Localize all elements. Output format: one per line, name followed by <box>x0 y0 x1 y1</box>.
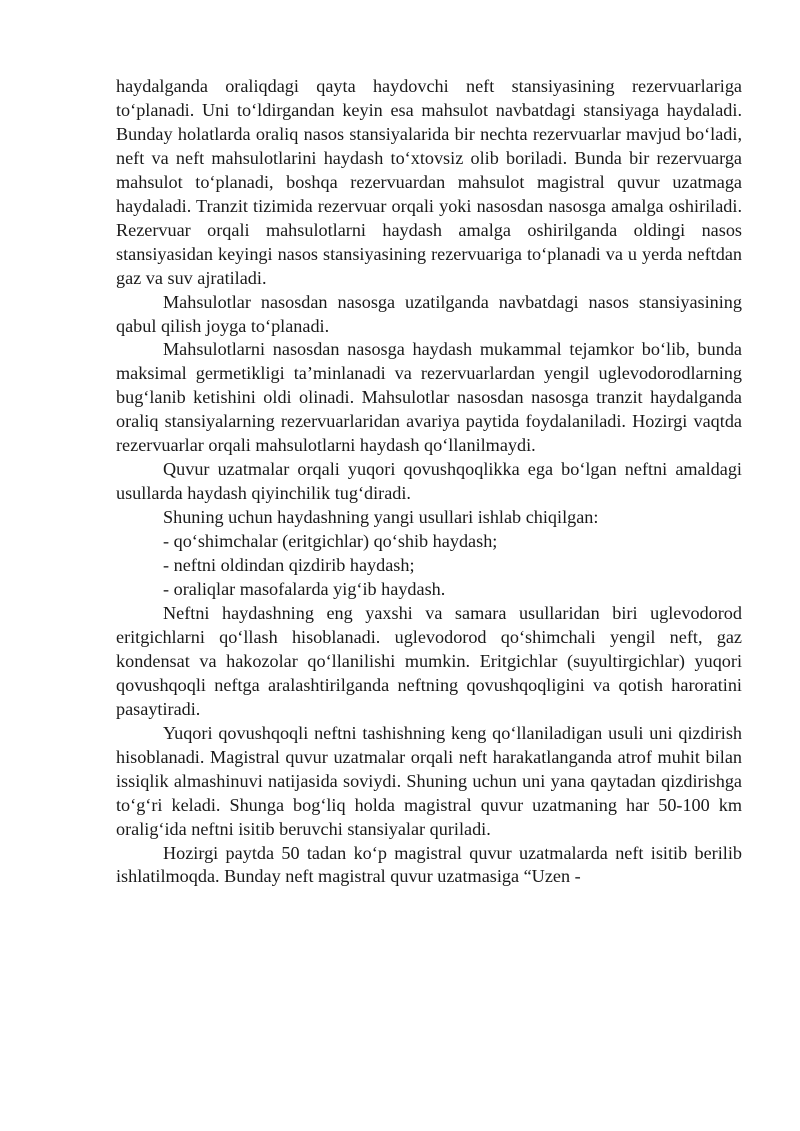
paragraph-2: Mahsulotlar nasosdan nasosga uzatilganda navbatdagi nasos stansiyasining qabul qilish joyga to‘planadi. <box>116 291 742 336</box>
paragraph-6: Neftni haydashning eng yaxshi va samara usullaridan biri uglevodorod eritgichlarni qo‘llash hisoblanadi. uglevodorod qo‘shimchali yengil neft, gaz kondensat va hakozolar qo‘llanilishi mumkin. Eritgichlar (suyultirgichlar) yuqori qovushqoqli neftga aralashtirilganda neftning qovushqoqligini va qotish haroratini pasaytiradi. <box>116 602 742 719</box>
list-item-2: - neftni oldindan qizdirib haydash; <box>163 555 415 576</box>
document-page <box>116 75 742 889</box>
paragraph-8: Hozirgi paytda 50 tadan ko‘p magistral quvur uzatmalarda neft isitib berilib ishlatilmoqda. Bunday neft magistral quvur uzatmasiga “Uzen - <box>116 842 742 887</box>
paragraph-3: Mahsulotlarni nasosdan nasosga haydash mukammal tejamkor bo‘lib, bunda maksimal germetikligi ta’minlanadi va rezervuarlardan yengil uglevodorodlarning bug‘lanib ketishini oldi olinadi. Mahsulotlar nasosdan nasosga tranzit haydalganda oraliq stansiyalarning rezervuarlaridan avariya paytida foydalaniladi. Hozirgi vaqtda rezervuarlar orqali mahsulotlarni haydash qo‘llanilmaydi. <box>116 339 742 456</box>
list-item-3: - oraliqlar masofalarda yig‘ib haydash. <box>163 579 446 600</box>
paragraph-7: Yuqori qovushqoqli neftni tashishning keng qo‘llaniladigan usuli uni qizdirish hisoblanadi. Magistral quvur uzatmalar orqali neft harakatlanganda atrof muhit bilan issiqlik almashinuvi natijasida soviydi. Shuning uchun uni yana qaytadan qizdirishga to‘g‘ri keladi. Shunga bog‘liq holda magistral quvur uzatmaning har 50-100 km oralig‘ida neftni isitib beruvchi stansiyalar quriladi. <box>116 722 742 839</box>
paragraph-4: Quvur uzatmalar orqali yuqori qovushqoqlikka ega bo‘lgan neftni amaldagi usullarda haydash qiyinchilik tug‘diradi. <box>116 459 742 504</box>
list-item-1: - qo‘shimchalar (eritgichlar) qo‘shib haydash; <box>163 531 498 552</box>
paragraph-5: Shuning uchun haydashning yangi usullari ishlab chiqilgan: <box>163 507 599 528</box>
paragraph-1: haydalganda oraliqdagi qayta haydovchi neft stansiyasining rezervuarlariga to‘planadi. Uni to‘ldirgandan keyin esa mahsulot navbatdagi stansiyaga haydaladi. Bunday holatlarda oraliq nasos stansiyalarida bir nechta rezervuarlar mavjud bo‘ladi, neft va neft mahsulotlarini haydash to‘xtovsiz olib boriladi. Bunda bir rezervuarga mahsulot to‘planadi, boshqa rezervuardan mahsulot magistral quvur uzatmaga haydaladi. Tranzit tizimida rezervuar orqali yoki nasosdan nasosga amalga oshiriladi. Rezervuar orqali mahsulotlarni haydash amalga oshirilganda oldingi nasos stansiyasidan keyingi nasos stansiyasining rezervuariga to‘planadi va u yerda neftdan gaz va suv ajratiladi. <box>116 76 742 288</box>
